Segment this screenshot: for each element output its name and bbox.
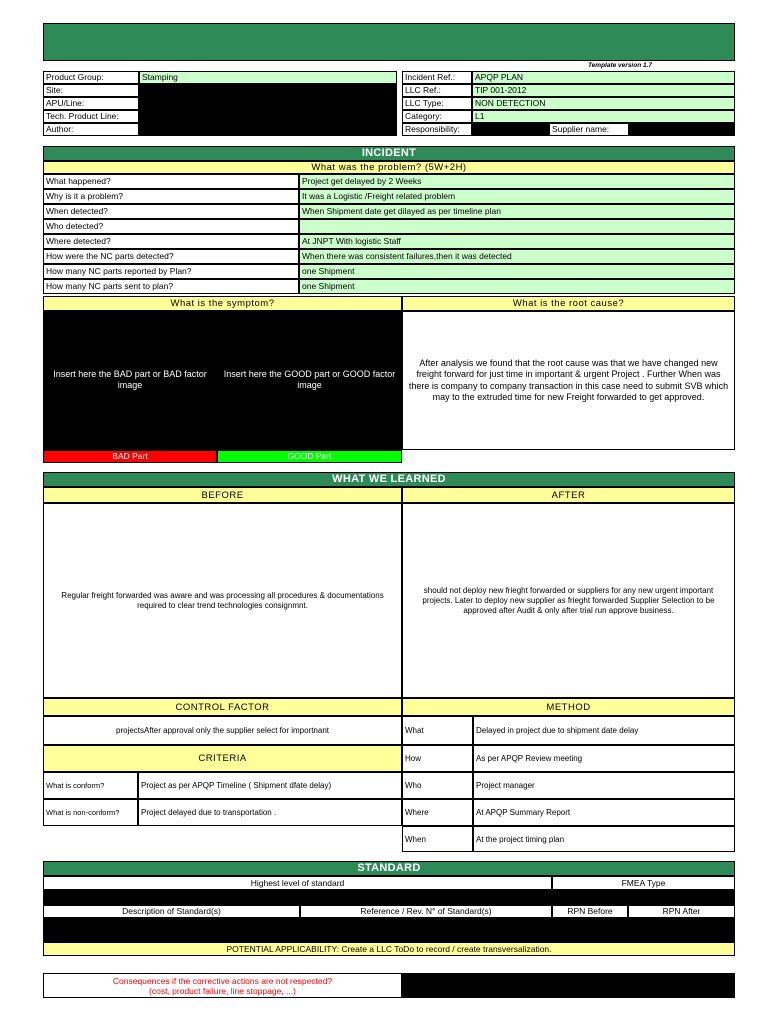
llc-type-value[interactable]: NON DETECTION — [472, 97, 735, 110]
problem-question: Why is it a problem? — [43, 189, 299, 204]
fmea-type-label: FMEA Type — [552, 876, 735, 890]
consequences-value[interactable] — [402, 973, 735, 998]
problem-answer[interactable] — [299, 219, 735, 234]
after-header: AFTER — [402, 487, 735, 503]
good-part-label: GOOD Part — [217, 450, 402, 463]
incident-ref-value[interactable]: APQP PLAN — [472, 71, 735, 84]
problem-answer[interactable]: When Shipment date get dilayed as per timeline plan — [299, 204, 735, 219]
consequences-line2: (cost, product failure, line stoppage, ...) — [149, 985, 296, 996]
criteria-nonconform-label: What is non-conform? — [43, 799, 138, 826]
template-version: Template version 1.7 — [587, 62, 653, 69]
apu-line-value[interactable] — [139, 97, 397, 110]
category-value[interactable]: L1 — [472, 110, 735, 123]
potential-applicability — [43, 942, 735, 956]
standard-values[interactable] — [43, 918, 735, 942]
problem-question: When detected? — [43, 204, 299, 219]
criteria-conform-label: What is conform? — [43, 772, 138, 799]
tech-product-line-label: Tech. Product Line: — [43, 110, 139, 123]
good-part-insert-text: Insert here the GOOD part or GOOD factor image — [223, 369, 396, 390]
method-who-label: Who — [402, 772, 473, 799]
method-who-value[interactable]: Project manager — [473, 772, 735, 799]
reference-label: Reference / Rev. N° of Standard(s) — [300, 905, 552, 918]
problem-question: How many NC parts sent to plan? — [43, 279, 299, 294]
title-banner — [43, 23, 735, 61]
responsibility-value[interactable] — [472, 123, 550, 136]
symptom-header: What is the symptom? — [43, 296, 402, 311]
llc-ref-value[interactable]: TIP 001-2012 — [472, 84, 735, 97]
supplier-name-label: Supplier name: — [550, 123, 628, 136]
bad-part-label: BAD Part — [43, 450, 217, 463]
problem-answer[interactable]: At JNPT With logistic Staff — [299, 234, 735, 249]
problem-question: What happened? — [43, 174, 299, 189]
problem-answer[interactable]: one Shipment — [299, 264, 735, 279]
product-group-value[interactable]: Stamping — [139, 71, 397, 84]
method-when-value[interactable]: At the project timing plan — [473, 826, 735, 852]
control-factor-header: CONTROL FACTOR — [43, 698, 402, 716]
criteria-conform-value[interactable]: Project as per APQP Timeline ( Shipment dfate delay) — [138, 772, 402, 799]
criteria-header: CRITERIA — [43, 745, 402, 772]
bad-part-insert-text: Insert here the BAD part or BAD factor image — [53, 369, 207, 390]
problem-question: How were the NC parts detected? — [43, 249, 299, 264]
control-factor-text[interactable]: projectsAfter approval only the supplier select for importnant — [43, 716, 402, 745]
product-group-label: Product Group: — [43, 71, 139, 84]
before-header: BEFORE — [43, 487, 402, 503]
potential-applicability-label: POTENTIAL APPLICABILITY: — [226, 943, 340, 954]
root-cause-header: What is the root cause? — [402, 296, 735, 311]
incident-ref-label: Incident Ref.: — [402, 71, 472, 84]
method-what-value[interactable]: Delayed in project due to shipment date delay — [473, 716, 735, 745]
problem-header: What was the problem? (5W+2H) — [43, 161, 735, 174]
method-how-label: How — [402, 745, 473, 772]
problem-answer[interactable]: It was a Logistic /Freight related problem — [299, 189, 735, 204]
apu-line-label: APU/Line: — [43, 97, 139, 110]
after-text[interactable]: should not deploy new frieght forwarded or suppliers for any new urgent important projects. Later to deploy new supplier as frieght forwarded Supplier Selection to be approved after Audit & only after trial run approve business. — [402, 503, 735, 698]
site-value[interactable] — [139, 84, 397, 97]
method-where-value[interactable]: At APQP Summary Report — [473, 799, 735, 826]
highest-level-value[interactable] — [43, 890, 735, 905]
before-text[interactable]: Regular freight forwarded was aware and was processing all procedures & documentations required to clear trend technologies consignmnt. — [43, 503, 402, 698]
problem-question: Where detected? — [43, 234, 299, 249]
rpn-before-label: RPN Before — [552, 905, 628, 918]
problem-answer[interactable]: When there was consistent failures,then it was detected — [299, 249, 735, 264]
llc-type-label: LLC Type: — [402, 97, 472, 110]
problem-answer[interactable]: one Shipment — [299, 279, 735, 294]
problem-question: How many NC parts reported by Plan? — [43, 264, 299, 279]
standard-title: STANDARD — [43, 861, 735, 876]
consequences-line1: Consequences if the corrective actions are not respected? — [112, 975, 333, 986]
author-label: Author: — [43, 123, 139, 136]
supplier-name-value[interactable] — [628, 123, 735, 136]
method-how-value[interactable]: As per APQP Review meeting — [473, 745, 735, 772]
learned-title: WHAT WE LEARNED — [43, 472, 735, 487]
problem-answer[interactable]: Project get delayed by 2 Weeks — [299, 174, 735, 189]
problem-question: Who detected? — [43, 219, 299, 234]
llc-ref-label: LLC Ref.: — [402, 84, 472, 97]
criteria-nonconform-value[interactable]: Project delayed due to transportation . — [138, 799, 402, 826]
consequences-label — [43, 973, 402, 998]
potential-applicability-text: Create a LLC ToDo to record / create transversalization. — [341, 943, 552, 954]
tech-product-line-value[interactable] — [139, 110, 397, 123]
method-when-label: When — [402, 826, 473, 852]
rpn-after-label: RPN After — [628, 905, 735, 918]
method-header: METHOD — [402, 698, 735, 716]
description-label: Description of Standard(s) — [43, 905, 300, 918]
category-label: Category: — [402, 110, 472, 123]
incident-title: INCIDENT — [43, 146, 735, 161]
author-value[interactable] — [139, 123, 397, 136]
method-what-label: What — [402, 716, 473, 745]
site-label: Site: — [43, 84, 139, 97]
method-where-label: Where — [402, 799, 473, 826]
root-cause-text[interactable]: After analysis we found that the root cause was that we have changed new freight forward for just time in important & urgent Project . Further When was there is company to company transaction in this case need to submit SVB which may to the extruded time for new Freight forwarded to get approved. — [402, 311, 735, 450]
highest-level-label: Highest level of standard — [43, 876, 552, 890]
responsibility-label: Responsibility: — [402, 123, 472, 136]
